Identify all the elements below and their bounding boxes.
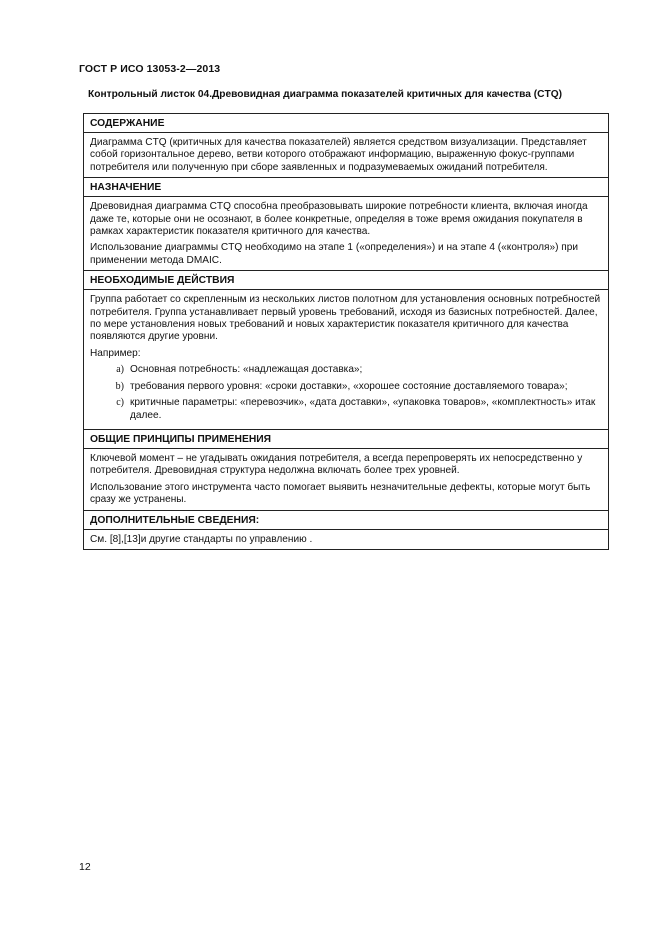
- section-actions: [84, 270, 608, 429]
- paragraph: Древовидная диаграмма CTQ способна преобразовывать широкие потребности клиента, включая иногда даже те, которые они не осознают, в более конкретные, определяя в тоже время ожидания покупателя в рамках характеристик показателя критичного для качества.: [90, 201, 588, 238]
- checklist-table: [83, 113, 609, 550]
- section-purpose: [84, 177, 608, 270]
- list-item-text: требования первого уровня: «сроки доставки», «хорошее состояние доставляемого товара»;: [130, 380, 568, 392]
- list-marker: b): [115, 380, 124, 392]
- list-item: [90, 381, 603, 393]
- paragraph: Диаграмма CTQ (критичных для качества показателей) является средством визуализации. Представляет собой горизонтальное дерево, ветви которого отображают информацию, выраженную фокус-группами потребителя или полученную при сборе заявленных и подразумеваемых ожиданий потребителя.: [90, 137, 587, 173]
- section-heading: СОДЕРЖАНИЕ: [84, 114, 608, 133]
- paragraph: Группа работает со скрепленным из нескольких листов полотном для установления основных потребностей потребителя. Группа устанавливает первый уровень требований, исходя из базисных потребностей. Далее, по мере установления новых требований и новых характеристик показателя критичного для качества появляются другие уровни.: [90, 294, 601, 343]
- example-list: [90, 364, 603, 422]
- page-number: 12: [79, 861, 91, 873]
- document-header: ГОСТ Р ИСО 13053-2—2013: [79, 63, 221, 75]
- section-additional-info: [84, 510, 608, 549]
- list-marker: a): [116, 364, 124, 376]
- section-body: [84, 449, 608, 510]
- list-item: [90, 364, 603, 376]
- checklist-title: Контрольный листок 04.Древовидная диаграмма показателей критичных для качества (CTQ): [88, 89, 563, 100]
- section-body: [84, 290, 608, 429]
- list-item-text: Основная потребность: «надлежащая доставка»;: [130, 364, 363, 376]
- paragraph: Например:: [90, 347, 141, 359]
- paragraph: Использование диаграммы CTQ необходимо на этапе 1 («определения») и на этапе 4 («контроля») при применении метода DMAIC.: [90, 242, 578, 266]
- section-heading: НЕОБХОДИМЫЕ ДЕЙСТВИЯ: [84, 271, 608, 290]
- paragraph: См. [8],[13]и другие стандарты по управлению .: [90, 533, 313, 545]
- paragraph: Использование этого инструмента часто помогает выявить незначительные дефекты, которые могут быть сразу же устранены.: [90, 481, 591, 506]
- section-body: [84, 197, 608, 270]
- list-item: [90, 397, 603, 422]
- section-body: [84, 133, 608, 177]
- list-marker: c): [116, 397, 124, 409]
- section-heading: НАЗНАЧЕНИЕ: [84, 178, 608, 197]
- section-heading: ДОПОЛНИТЕЛЬНЫЕ СВЕДЕНИЯ:: [84, 511, 608, 530]
- section-body: [84, 530, 608, 549]
- section-content: [84, 114, 608, 177]
- section-heading: ОБЩИЕ ПРИНЦИПЫ ПРИМЕНЕНИЯ: [84, 430, 608, 449]
- section-principles: [84, 429, 608, 510]
- paragraph: Ключевой момент – не угадывать ожидания потребителя, а всегда перепроверять их непосредственно у потребителя. Древовидная структура недолжна включать более трех уровней.: [90, 452, 583, 477]
- list-item-text: критичные параметры: «перевозчик», «дата доставки», «упаковка товаров», «комплектность» итак далее.: [130, 397, 596, 421]
